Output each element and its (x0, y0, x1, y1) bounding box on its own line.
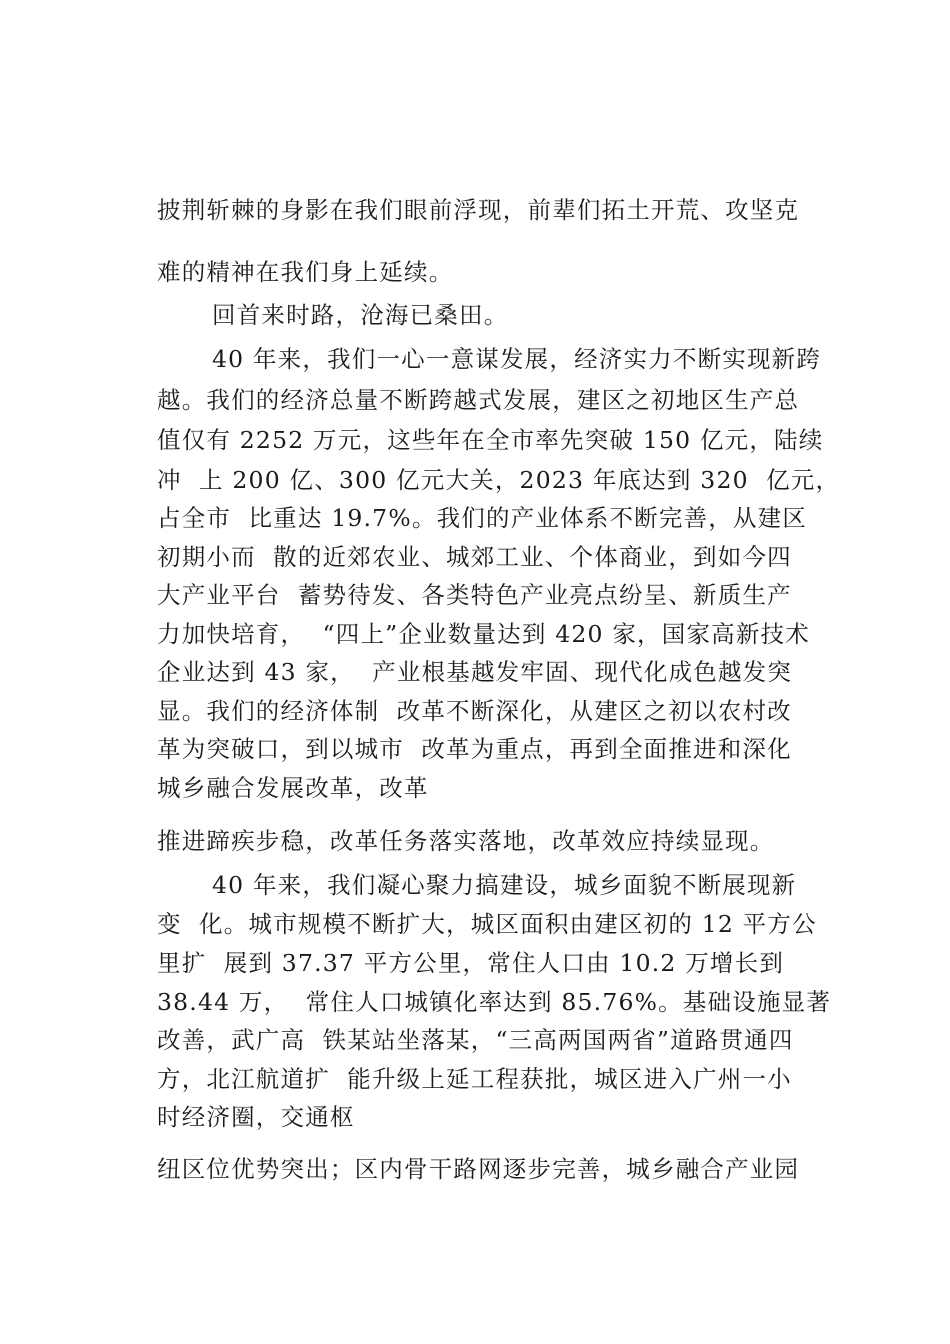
body-line-22: 方，北江航道扩 能升级上延工程获批，城区进入广州一小 (157, 1065, 792, 1093)
body-line-12: 企业达到 43 家， 产业根基越发牢固、现代化成色越发突 (157, 658, 793, 686)
body-line-24: 纽区位优势突出；区内骨干路网逐步完善，城乡融合产业园 (157, 1155, 800, 1183)
body-line-6: 值仅有 2252 万元，这些年在全市率先突破 150 亿元，陆续 (157, 426, 824, 454)
body-line-11: 力加快培育， “四上”企业数量达到 420 家，国家高新技术 (157, 620, 810, 648)
body-line-8: 占全市 比重达 19.7%。我们的产业体系不断完善，从建区 (157, 504, 808, 532)
body-line-23: 时经济圈，交通枢 (157, 1103, 355, 1131)
body-line-15: 城乡融合发展改革，改革 (157, 774, 429, 802)
body-line-2: 难的精神在我们身上延续。 (157, 258, 454, 286)
body-line-5: 越。我们的经济总量不断跨越式发展，建区之初地区生产总 (157, 386, 800, 414)
body-line-18: 变 化。城市规模不断扩大，城区面积由建区初的 12 平方公 (157, 910, 817, 938)
body-line-7: 冲 上 200 亿、300 亿元大关，2023 年底达到 320 亿元， (157, 466, 841, 494)
body-line-1: 披荆斩棘的身影在我们眼前浮现，前辈们拓土开荒、攻坚克 (157, 196, 800, 224)
body-line-14: 革为突破口，到以城市 改革为重点，再到全面推进和深化 (157, 735, 792, 763)
body-line-10: 大产业平台 蓄势待发、各类特色产业亮点纷呈、新质生产 (157, 581, 792, 609)
body-line-20: 38.44 万， 常住人口城镇化率达到 85.76%。基础设施显著 (157, 988, 832, 1016)
body-line-13: 显。我们的经济体制 改革不断深化，从建区之初以农村改 (157, 697, 792, 725)
body-line-9: 初期小而 散的近郊农业、城郊工业、个体商业，到如今四 (157, 543, 792, 571)
body-line-19: 里扩 展到 37.37 平方公里，常住人口由 10.2 万增长到 (157, 949, 785, 977)
body-line-21: 改善，武广高 铁某站坐落某，“三高两国两省”道路贯通四 (157, 1026, 794, 1054)
paragraph-line-4: 40 年来，我们一心一意谋发展，经济实力不断实现新跨 (212, 345, 822, 373)
paragraph-line-17: 40 年来，我们凝心聚力搞建设，城乡面貌不断展现新 (212, 871, 797, 899)
body-line-16: 推进蹄疾步稳，改革任务落实落地，改革效应持续显现。 (157, 827, 775, 855)
paragraph-line-3: 回首来时路，沧海已桑田。 (212, 301, 509, 329)
